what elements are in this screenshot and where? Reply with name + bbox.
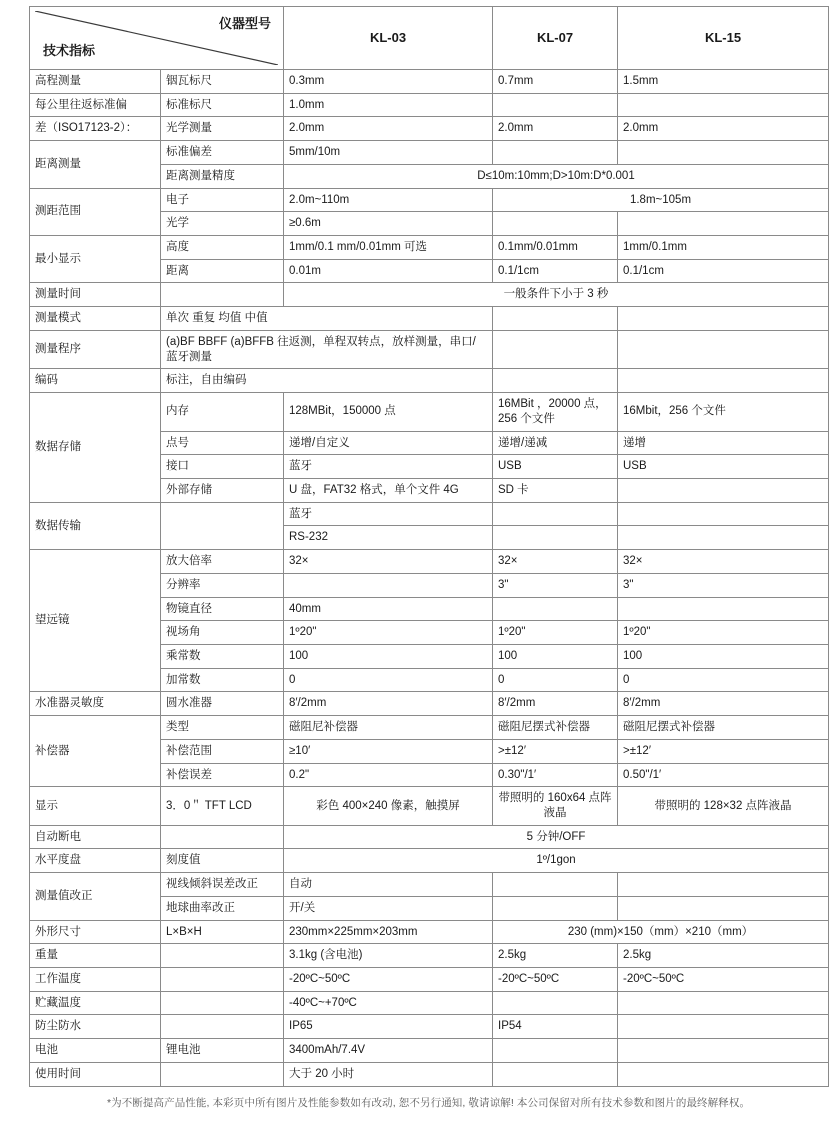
sub-label: 加常数 bbox=[161, 668, 284, 692]
value-kl03: 开/关 bbox=[284, 896, 493, 920]
group-label: 最小显示 bbox=[30, 236, 161, 283]
group-label: 水准器灵敏度 bbox=[30, 692, 161, 716]
sub-label: 点号 bbox=[161, 431, 284, 455]
value-kl03: 0.2" bbox=[284, 763, 493, 787]
table-row bbox=[30, 849, 829, 873]
value-kl15: >±12′ bbox=[618, 739, 829, 763]
value-kl07 bbox=[493, 141, 618, 165]
sub-label: 视线倾斜误差改正 bbox=[161, 873, 284, 897]
group-label: 测量模式 bbox=[30, 307, 161, 331]
sub-label: 乘常数 bbox=[161, 644, 284, 668]
sub-label: 外部存储 bbox=[161, 478, 284, 502]
sub-label bbox=[161, 825, 284, 849]
value-kl07: 100 bbox=[493, 644, 618, 668]
value-kl15 bbox=[618, 307, 829, 331]
value-kl03: 100 bbox=[284, 644, 493, 668]
sub-label: 锂电池 bbox=[161, 1039, 284, 1063]
group-label: 自动断电 bbox=[30, 825, 161, 849]
table-row bbox=[30, 991, 829, 1015]
value-kl07 bbox=[493, 896, 618, 920]
value-kl15: 8′/2mm bbox=[618, 692, 829, 716]
value-kl07: 2.5kg bbox=[493, 944, 618, 968]
sub-label: 光学 bbox=[161, 212, 284, 236]
value-kl15 bbox=[618, 991, 829, 1015]
value-kl15: 0.50"/1′ bbox=[618, 763, 829, 787]
value-kl15 bbox=[618, 93, 829, 117]
value-kl07: 0.1mm/0.01mm bbox=[493, 236, 618, 260]
value-kl03: 2.0m~110m bbox=[284, 188, 493, 212]
table-row bbox=[30, 1039, 829, 1063]
group-label: 差（ISO17123-2）： bbox=[30, 117, 161, 141]
sub-label: 物镜直径 bbox=[161, 597, 284, 621]
value-kl03: 0 bbox=[284, 668, 493, 692]
table-row bbox=[30, 236, 829, 260]
value-kl03: -40ºC~+70ºC bbox=[284, 991, 493, 1015]
group-label: 数据存储 bbox=[30, 393, 161, 503]
sub-label: 补偿范围 bbox=[161, 739, 284, 763]
sub-label bbox=[161, 968, 284, 992]
value-kl03: 32× bbox=[284, 550, 493, 574]
sub-label bbox=[161, 1015, 284, 1039]
disclaimer-text: *为不断提高产品性能, 本彩页中所有图片及性能参数如有改动, 恕不另行通知, 敬请谅解! 本公司保留对所有技术参数和图片的最终解释权。 bbox=[106, 1096, 751, 1109]
group-label: 数据传输 bbox=[30, 502, 161, 549]
table-row bbox=[30, 550, 829, 574]
value-kl07: 1º20" bbox=[493, 621, 618, 645]
table-row bbox=[30, 70, 829, 94]
value-kl03: (a)BF BBFF (a)BFFB 往返测，单程双转点，放样测量，串口/蓝牙测量 bbox=[161, 330, 493, 368]
value-kl15: 1º20" bbox=[618, 621, 829, 645]
sub-label bbox=[161, 283, 284, 307]
value-kl03: ≥10′ bbox=[284, 739, 493, 763]
table-row bbox=[30, 307, 829, 331]
table-row bbox=[30, 692, 829, 716]
group-label: 重量 bbox=[30, 944, 161, 968]
value-kl03: 230mm×225mm×203mm bbox=[284, 920, 493, 944]
value-kl15: 0.1/1cm bbox=[618, 259, 829, 283]
value-kl15: 2.5kg bbox=[618, 944, 829, 968]
value-kl03: 彩色 400×240 像素，触摸屏 bbox=[284, 787, 493, 825]
value-kl15 bbox=[618, 1015, 829, 1039]
table-row bbox=[30, 1015, 829, 1039]
value-kl03: 5mm/10m bbox=[284, 141, 493, 165]
value-kl15 bbox=[618, 1039, 829, 1063]
table-header-row bbox=[30, 7, 829, 70]
sub-label bbox=[161, 1062, 284, 1086]
value-kl07 bbox=[493, 93, 618, 117]
value-kl15: 0 bbox=[618, 668, 829, 692]
value-kl15 bbox=[618, 1062, 829, 1086]
value-all-models: 1º/1gon bbox=[284, 849, 829, 873]
table-row bbox=[30, 93, 829, 117]
table-row bbox=[30, 920, 829, 944]
value-kl03: 128MBit，150000 点 bbox=[284, 393, 493, 431]
value-kl03: IP65 bbox=[284, 1015, 493, 1039]
value-kl15 bbox=[618, 597, 829, 621]
value-kl15 bbox=[618, 369, 829, 393]
group-label: 贮藏温度 bbox=[30, 991, 161, 1015]
value-kl15 bbox=[618, 478, 829, 502]
group-label: 水平度盘 bbox=[30, 849, 161, 873]
value-kl15: 1mm/0.1mm bbox=[618, 236, 829, 260]
value-kl15: 带照明的 128×32 点阵液晶 bbox=[618, 787, 829, 825]
table-row bbox=[30, 968, 829, 992]
group-label: 测量值改正 bbox=[30, 873, 161, 920]
value-kl03: 0.01m bbox=[284, 259, 493, 283]
value-kl15 bbox=[618, 873, 829, 897]
value-kl07: 16MBit ，20000 点，256 个文件 bbox=[493, 393, 618, 431]
value-kl07: 8′/2mm bbox=[493, 692, 618, 716]
sub-label: 视场角 bbox=[161, 621, 284, 645]
value-kl15 bbox=[618, 896, 829, 920]
sub-label: 高度 bbox=[161, 236, 284, 260]
sub-label bbox=[161, 944, 284, 968]
group-label: 测量时间 bbox=[30, 283, 161, 307]
group-label: 外形尺寸 bbox=[30, 920, 161, 944]
model-header-kl03: KL-03 bbox=[284, 7, 493, 70]
value-all-models: 一般条件下小于 3 秒 bbox=[284, 283, 829, 307]
corner-spec-label: 技术指标 bbox=[43, 43, 96, 59]
value-kl03: 递增/自定义 bbox=[284, 431, 493, 455]
group-label: 显示 bbox=[30, 787, 161, 825]
value-kl07-kl15: 230 (mm)×150（mm）×210（mm） bbox=[493, 920, 829, 944]
value-kl15 bbox=[618, 212, 829, 236]
sub-label: L×B×H bbox=[161, 920, 284, 944]
value-kl15: 16Mbit，256 个文件 bbox=[618, 393, 829, 431]
group-label: 工作温度 bbox=[30, 968, 161, 992]
value-kl03: 0.3mm bbox=[284, 70, 493, 94]
table-row bbox=[30, 716, 829, 740]
value-kl07: 0.1/1cm bbox=[493, 259, 618, 283]
value-kl15: 3" bbox=[618, 573, 829, 597]
sub-label: 地球曲率改正 bbox=[161, 896, 284, 920]
group-label: 使用时间 bbox=[30, 1062, 161, 1086]
sub-label: 光学测量 bbox=[161, 117, 284, 141]
value-all-models: 5 分钟/OFF bbox=[284, 825, 829, 849]
value-kl03: 单次 重复 均值 中值 bbox=[161, 307, 493, 331]
value-kl07 bbox=[493, 597, 618, 621]
value-kl15: 100 bbox=[618, 644, 829, 668]
value-kl07 bbox=[493, 526, 618, 550]
value-kl03: 1mm/0.1 mm/0.01mm 可选 bbox=[284, 236, 493, 260]
group-label: 距离测量 bbox=[30, 141, 161, 188]
value-kl07 bbox=[493, 502, 618, 526]
value-kl15 bbox=[618, 141, 829, 165]
value-kl15 bbox=[618, 502, 829, 526]
value-kl03 bbox=[284, 573, 493, 597]
value-kl07 bbox=[493, 212, 618, 236]
table-row bbox=[30, 369, 829, 393]
value-kl15: 磁阻尼摆式补偿器 bbox=[618, 716, 829, 740]
value-all-models: D≤10m:10mm;D>10m:D*0.001 bbox=[284, 164, 829, 188]
table-row bbox=[30, 188, 829, 212]
value-kl03: 磁阻尼补偿器 bbox=[284, 716, 493, 740]
sub-label: 圆水准器 bbox=[161, 692, 284, 716]
table-row bbox=[30, 502, 829, 526]
group-label: 测距范围 bbox=[30, 188, 161, 235]
value-kl07 bbox=[493, 369, 618, 393]
value-kl03: RS-232 bbox=[284, 526, 493, 550]
value-kl07: 0 bbox=[493, 668, 618, 692]
value-kl07 bbox=[493, 330, 618, 368]
group-label: 防尘防水 bbox=[30, 1015, 161, 1039]
specification-table bbox=[29, 6, 829, 1087]
group-label: 编码 bbox=[30, 369, 161, 393]
value-kl03: U 盘，FAT32 格式，单个文件 4G bbox=[284, 478, 493, 502]
value-kl07: 3" bbox=[493, 573, 618, 597]
value-kl07: IP54 bbox=[493, 1015, 618, 1039]
table-row bbox=[30, 825, 829, 849]
value-kl15: 1.5mm bbox=[618, 70, 829, 94]
value-kl15: 递增 bbox=[618, 431, 829, 455]
table-row bbox=[30, 117, 829, 141]
sub-label: 内存 bbox=[161, 393, 284, 431]
value-kl03: 1º20" bbox=[284, 621, 493, 645]
table-row bbox=[30, 787, 829, 825]
model-header-kl07: KL-07 bbox=[493, 7, 618, 70]
sub-label bbox=[161, 991, 284, 1015]
sub-label: 放大倍率 bbox=[161, 550, 284, 574]
value-kl03: 蓝牙 bbox=[284, 455, 493, 479]
sub-label: 接口 bbox=[161, 455, 284, 479]
value-kl03: 2.0mm bbox=[284, 117, 493, 141]
value-kl15 bbox=[618, 526, 829, 550]
group-label: 补偿器 bbox=[30, 716, 161, 787]
value-kl07: 磁阻尼摆式补偿器 bbox=[493, 716, 618, 740]
value-kl15 bbox=[618, 330, 829, 368]
sub-label bbox=[161, 502, 284, 549]
value-kl07: 0.30"/1′ bbox=[493, 763, 618, 787]
group-label: 测量程序 bbox=[30, 330, 161, 368]
value-kl15: 2.0mm bbox=[618, 117, 829, 141]
sub-label: 刻度值 bbox=[161, 849, 284, 873]
value-kl03: 自动 bbox=[284, 873, 493, 897]
corner-model-label: 仪器型号 bbox=[218, 16, 271, 31]
corner-header-cell bbox=[30, 7, 284, 70]
value-kl03: 8′/2mm bbox=[284, 692, 493, 716]
value-kl07: 2.0mm bbox=[493, 117, 618, 141]
sub-label: 补偿误差 bbox=[161, 763, 284, 787]
value-kl07 bbox=[493, 873, 618, 897]
value-kl15: USB bbox=[618, 455, 829, 479]
value-kl03: 1.0mm bbox=[284, 93, 493, 117]
table-row bbox=[30, 283, 829, 307]
sub-label: 标准偏差 bbox=[161, 141, 284, 165]
sub-label: 分辨率 bbox=[161, 573, 284, 597]
value-kl07-kl15: 1.8m~105m bbox=[493, 188, 829, 212]
value-kl03: 蓝牙 bbox=[284, 502, 493, 526]
value-kl03: -20ºC~50ºC bbox=[284, 968, 493, 992]
table-row bbox=[30, 873, 829, 897]
sub-label: 铟瓦标尺 bbox=[161, 70, 284, 94]
value-kl07: -20ºC~50ºC bbox=[493, 968, 618, 992]
value-kl03: 大于 20 小时 bbox=[284, 1062, 493, 1086]
value-kl03: 3400mAh/7.4V bbox=[284, 1039, 493, 1063]
sub-label: 标准标尺 bbox=[161, 93, 284, 117]
value-kl03: 3.1kg (含电池) bbox=[284, 944, 493, 968]
value-kl07: SD 卡 bbox=[493, 478, 618, 502]
value-kl07 bbox=[493, 307, 618, 331]
value-kl07: >±12′ bbox=[493, 739, 618, 763]
sub-label: 距离测量精度 bbox=[161, 164, 284, 188]
table-row bbox=[30, 330, 829, 368]
value-kl07: 带照明的 160x64 点阵液晶 bbox=[493, 787, 618, 825]
value-kl03: ≥0.6m bbox=[284, 212, 493, 236]
group-label: 望远镜 bbox=[30, 550, 161, 692]
group-label: 每公里往返标准偏 bbox=[30, 93, 161, 117]
table-row bbox=[30, 141, 829, 165]
sub-label: 3．0＂ TFT LCD bbox=[161, 787, 284, 825]
table-row bbox=[30, 393, 829, 431]
value-kl03: 标注，自由编码 bbox=[161, 369, 493, 393]
value-kl07 bbox=[493, 1062, 618, 1086]
sub-label: 电子 bbox=[161, 188, 284, 212]
model-header-kl15: KL-15 bbox=[618, 7, 829, 70]
value-kl07 bbox=[493, 991, 618, 1015]
table-row bbox=[30, 944, 829, 968]
value-kl07: 32× bbox=[493, 550, 618, 574]
value-kl07: USB bbox=[493, 455, 618, 479]
table-row bbox=[30, 1062, 829, 1086]
group-label: 高程测量 bbox=[30, 70, 161, 94]
group-label: 电池 bbox=[30, 1039, 161, 1063]
value-kl07: 递增/递减 bbox=[493, 431, 618, 455]
sub-label: 距离 bbox=[161, 259, 284, 283]
value-kl07 bbox=[493, 1039, 618, 1063]
sub-label: 类型 bbox=[161, 716, 284, 740]
value-kl03: 40mm bbox=[284, 597, 493, 621]
value-kl07: 0.7mm bbox=[493, 70, 618, 94]
value-kl15: 32× bbox=[618, 550, 829, 574]
value-kl15: -20ºC~50ºC bbox=[618, 968, 829, 992]
